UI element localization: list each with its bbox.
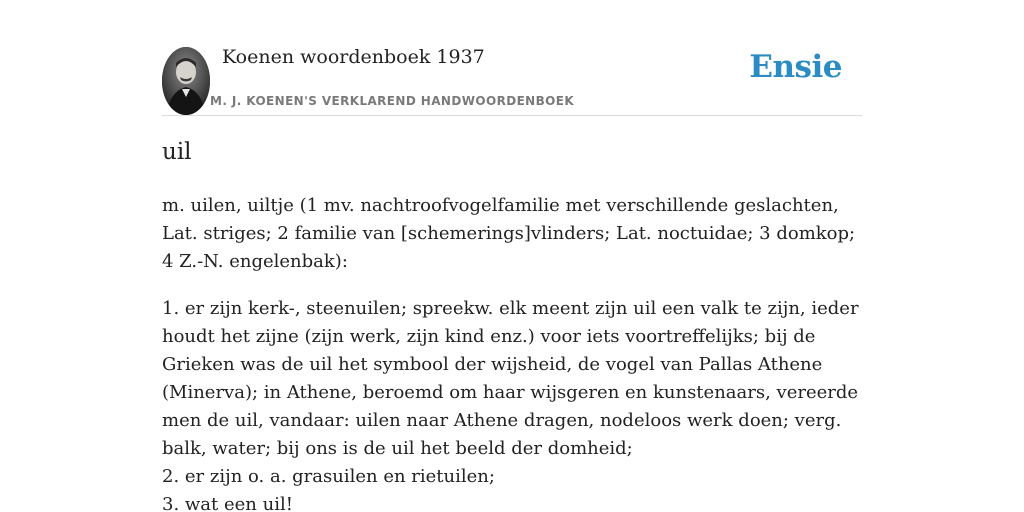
portrait-photo-icon xyxy=(162,47,210,115)
sense-item: 2. er zijn o. a. grasuilen en rietuilen; xyxy=(162,466,495,487)
portrait-photo xyxy=(162,47,210,115)
sense-item: 1. er zijn kerk-, steenuilen; spreekw. elk meent zijn uil een valk te zijn, ieder houdt het zijne (zijn werk, zijn kind enz.) voor iets voortreffelijks; bij de Grieken was de uil het symbool der wijsheid, de vogel van Pallas Athene (Minerva); in Athene, beroemd om haar wijsgeren en kunstenaars, vereerde men de uil, vandaar: uilen naar Athene dragen, nodeloos werk doen; verg. balk, water; bij ons is de uil het beeld der domheid; xyxy=(162,298,859,459)
site-header xyxy=(162,45,862,116)
headword: uil xyxy=(162,139,192,165)
dictionary-subtitle: M. J. KOENEN'S VERKLAREND HANDWOORDENBOEK xyxy=(210,94,575,108)
ensie-logo[interactable]: Ensie xyxy=(749,49,842,85)
entry-content xyxy=(162,192,867,512)
sense-item: 3. wat een uil! xyxy=(162,494,293,512)
dictionary-title[interactable]: Koenen woordenboek 1937 xyxy=(222,46,485,68)
definition: m. uilen, uiltje (1 mv. nachtroofvogelfamilie met verschillende geslachten, Lat. striges; 2 familie van [schemerings]vlinders; Lat. noctuidae; 3 domkop; 4 Z.-N. engelenbak): xyxy=(162,195,856,272)
